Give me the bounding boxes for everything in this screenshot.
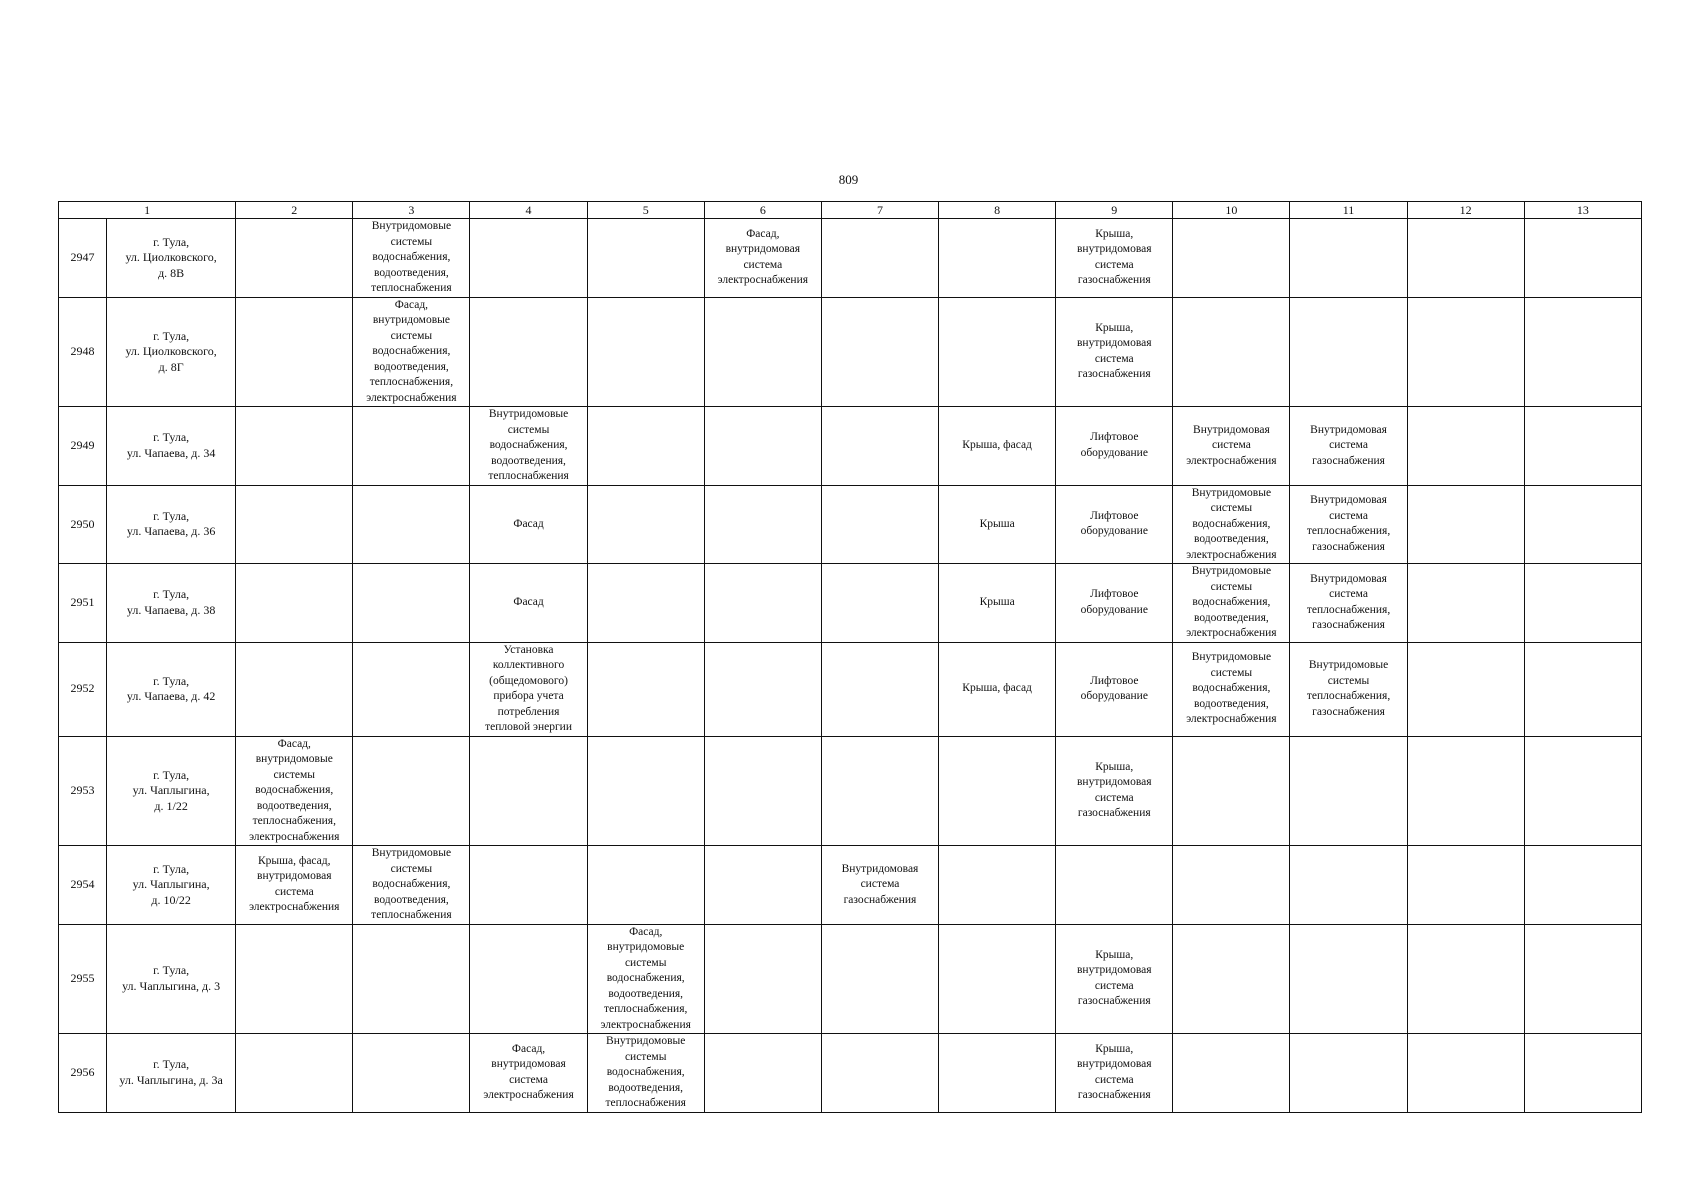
work-cell-col-9: Крыша, внутридомовая система газоснабжения [1056,297,1173,407]
work-cell-col-2: Крыша, фасад, внутридомовая система электроснабжения [236,846,353,925]
work-cell-col-5: Внутридомовые системы водоснабжения, водоотведения, теплоснабжения [587,1034,704,1113]
work-cell-col-9: Лифтовое оборудование [1056,642,1173,736]
column-number-8: 8 [939,202,1056,219]
row-number: 2955 [59,924,107,1034]
work-cell-col-6 [704,407,821,486]
address-cell: г. Тула, ул. Циолковского, д. 8В [107,219,236,298]
work-cell-col-5 [587,736,704,846]
work-cell-col-5 [587,297,704,407]
work-cell-col-10: Внутридомовая система электроснабжения [1173,407,1290,486]
work-cell-col-8 [939,846,1056,925]
table-row [59,736,1642,846]
work-schedule-table [58,201,1642,1113]
work-cell-col-8: Крыша, фасад [939,407,1056,486]
table-row [59,297,1642,407]
work-cell-col-11: Внутридомовая система теплоснабжения, газоснабжения [1290,485,1407,564]
table-row [59,642,1642,736]
column-number-7: 7 [821,202,938,219]
address-cell: г. Тула, ул. Чаплыгина, д. 3 [107,924,236,1034]
work-cell-col-12 [1407,297,1524,407]
column-number-row [59,202,1642,219]
work-cell-col-10: Внутридомовые системы водоснабжения, водоотведения, электроснабжения [1173,564,1290,643]
work-cell-col-6 [704,485,821,564]
work-cell-col-3: Внутридомовые системы водоснабжения, водоотведения, теплоснабжения [353,219,470,298]
work-cell-col-4: Фасад, внутридомовая система электроснабжения [470,1034,587,1113]
work-cell-col-6 [704,564,821,643]
work-cell-col-11 [1290,736,1407,846]
work-cell-col-3: Внутридомовые системы водоснабжения, водоотведения, теплоснабжения [353,846,470,925]
work-cell-col-4 [470,297,587,407]
work-cell-col-13 [1524,924,1641,1034]
work-cell-col-9: Лифтовое оборудование [1056,485,1173,564]
column-number-6: 6 [704,202,821,219]
work-cell-col-4: Внутридомовые системы водоснабжения, водоотведения, теплоснабжения [470,407,587,486]
work-cell-col-8 [939,736,1056,846]
work-cell-col-11 [1290,297,1407,407]
work-cell-col-13 [1524,642,1641,736]
work-cell-col-10 [1173,219,1290,298]
column-number-4: 4 [470,202,587,219]
work-cell-col-3: Фасад, внутридомовые системы водоснабжения, водоотведения, теплоснабжения, электроснабжения [353,297,470,407]
work-cell-col-5 [587,846,704,925]
work-cell-col-6 [704,297,821,407]
work-cell-col-13 [1524,564,1641,643]
work-cell-col-2 [236,485,353,564]
work-cell-col-8 [939,924,1056,1034]
work-cell-col-3 [353,924,470,1034]
work-cell-col-11 [1290,924,1407,1034]
address-cell: г. Тула, ул. Чаплыгина, д. 1/22 [107,736,236,846]
work-cell-col-5 [587,407,704,486]
work-cell-col-13 [1524,219,1641,298]
work-cell-col-10 [1173,924,1290,1034]
work-cell-col-6 [704,924,821,1034]
work-cell-col-12 [1407,219,1524,298]
row-number: 2949 [59,407,107,486]
work-cell-col-10 [1173,846,1290,925]
work-cell-col-2 [236,219,353,298]
work-cell-col-7 [821,564,938,643]
work-cell-col-4 [470,924,587,1034]
work-cell-col-7 [821,642,938,736]
column-number-5: 5 [587,202,704,219]
address-cell: г. Тула, ул. Чапаева, д. 38 [107,564,236,643]
work-cell-col-11: Внутридомовая система газоснабжения [1290,407,1407,486]
work-cell-col-9: Лифтовое оборудование [1056,564,1173,643]
row-number: 2956 [59,1034,107,1113]
row-number: 2950 [59,485,107,564]
table-row [59,407,1642,486]
work-cell-col-12 [1407,736,1524,846]
column-number-11: 11 [1290,202,1407,219]
work-cell-col-2 [236,297,353,407]
work-cell-col-13 [1524,485,1641,564]
work-cell-col-2: Фасад, внутридомовые системы водоснабжения, водоотведения, теплоснабжения, электроснабжения [236,736,353,846]
address-cell: г. Тула, ул. Чапаева, д. 36 [107,485,236,564]
work-cell-col-10 [1173,736,1290,846]
column-number-13: 13 [1524,202,1641,219]
column-number-10: 10 [1173,202,1290,219]
work-cell-col-4 [470,846,587,925]
work-cell-col-3 [353,736,470,846]
work-cell-col-8: Крыша [939,485,1056,564]
work-cell-col-8 [939,219,1056,298]
work-cell-col-12 [1407,924,1524,1034]
work-cell-col-12 [1407,642,1524,736]
work-cell-col-5 [587,564,704,643]
work-cell-col-13 [1524,846,1641,925]
address-cell: г. Тула, ул. Чапаева, д. 42 [107,642,236,736]
work-cell-col-3 [353,407,470,486]
work-cell-col-13 [1524,736,1641,846]
work-cell-col-3 [353,642,470,736]
row-number: 2948 [59,297,107,407]
work-cell-col-5 [587,219,704,298]
work-cell-col-7: Внутридомовая система газоснабжения [821,846,938,925]
work-cell-col-7 [821,1034,938,1113]
work-cell-col-11 [1290,846,1407,925]
work-cell-col-10 [1173,297,1290,407]
row-number: 2952 [59,642,107,736]
work-cell-col-6 [704,736,821,846]
work-cell-col-3 [353,1034,470,1113]
work-cell-col-9: Крыша, внутридомовая система газоснабжения [1056,924,1173,1034]
work-cell-col-7 [821,219,938,298]
work-cell-col-12 [1407,407,1524,486]
table-row [59,1034,1642,1113]
work-cell-col-5 [587,485,704,564]
work-cell-col-4 [470,736,587,846]
row-number: 2947 [59,219,107,298]
work-cell-col-6 [704,1034,821,1113]
work-cell-col-8 [939,297,1056,407]
table-row [59,846,1642,925]
table-row [59,924,1642,1034]
work-cell-col-12 [1407,846,1524,925]
work-cell-col-6: Фасад, внутридомовая система электроснабжения [704,219,821,298]
work-cell-col-6 [704,846,821,925]
work-cell-col-10 [1173,1034,1290,1113]
work-cell-col-2 [236,564,353,643]
row-number: 2951 [59,564,107,643]
work-cell-col-9: Крыша, внутридомовая система газоснабжения [1056,219,1173,298]
work-cell-col-5: Фасад, внутридомовые системы водоснабжения, водоотведения, теплоснабжения, электроснабжения [587,924,704,1034]
work-cell-col-11: Внутридомовая система теплоснабжения, газоснабжения [1290,564,1407,643]
work-cell-col-4 [470,219,587,298]
work-cell-col-2 [236,642,353,736]
table-row [59,564,1642,643]
work-cell-col-13 [1524,407,1641,486]
column-number-3: 3 [353,202,470,219]
work-cell-col-6 [704,642,821,736]
work-cell-col-10: Внутридомовые системы водоснабжения, водоотведения, электроснабжения [1173,485,1290,564]
work-cell-col-8 [939,1034,1056,1113]
work-cell-col-8: Крыша [939,564,1056,643]
work-cell-col-12 [1407,564,1524,643]
row-number: 2953 [59,736,107,846]
work-cell-col-12 [1407,1034,1524,1113]
work-cell-col-3 [353,485,470,564]
work-cell-col-9: Крыша, внутридомовая система газоснабжения [1056,1034,1173,1113]
column-number-9: 9 [1056,202,1173,219]
work-cell-col-12 [1407,485,1524,564]
work-cell-col-10: Внутридомовые системы водоснабжения, водоотведения, электроснабжения [1173,642,1290,736]
page-number: 809 [838,172,859,187]
table-row [59,219,1642,298]
work-cell-col-9 [1056,846,1173,925]
work-cell-col-4: Фасад [470,485,587,564]
work-cell-col-2 [236,407,353,486]
address-cell: г. Тула, ул. Циолковского, д. 8Г [107,297,236,407]
work-cell-col-7 [821,736,938,846]
work-cell-col-2 [236,924,353,1034]
table-row [59,485,1642,564]
work-cell-col-4: Фасад [470,564,587,643]
work-cell-col-5 [587,642,704,736]
row-number: 2954 [59,846,107,925]
work-cell-col-13 [1524,1034,1641,1113]
work-cell-col-11: Внутридомовые системы теплоснабжения, газоснабжения [1290,642,1407,736]
column-number-2: 2 [236,202,353,219]
address-cell: г. Тула, ул. Чапаева, д. 34 [107,407,236,486]
column-number-1: 1 [59,202,236,219]
work-cell-col-3 [353,564,470,643]
address-cell: г. Тула, ул. Чаплыгина, д. 10/22 [107,846,236,925]
work-cell-col-9: Крыша, внутридомовая система газоснабжения [1056,736,1173,846]
work-cell-col-7 [821,485,938,564]
work-cell-col-11 [1290,1034,1407,1113]
address-cell: г. Тула, ул. Чаплыгина, д. 3а [107,1034,236,1113]
work-cell-col-7 [821,297,938,407]
work-cell-col-11 [1290,219,1407,298]
work-cell-col-13 [1524,297,1641,407]
work-cell-col-7 [821,924,938,1034]
work-cell-col-4: Установка коллективного (общедомового) прибора учета потребления тепловой энергии [470,642,587,736]
work-cell-col-8: Крыша, фасад [939,642,1056,736]
column-number-12: 12 [1407,202,1524,219]
work-cell-col-7 [821,407,938,486]
work-cell-col-9: Лифтовое оборудование [1056,407,1173,486]
work-cell-col-2 [236,1034,353,1113]
